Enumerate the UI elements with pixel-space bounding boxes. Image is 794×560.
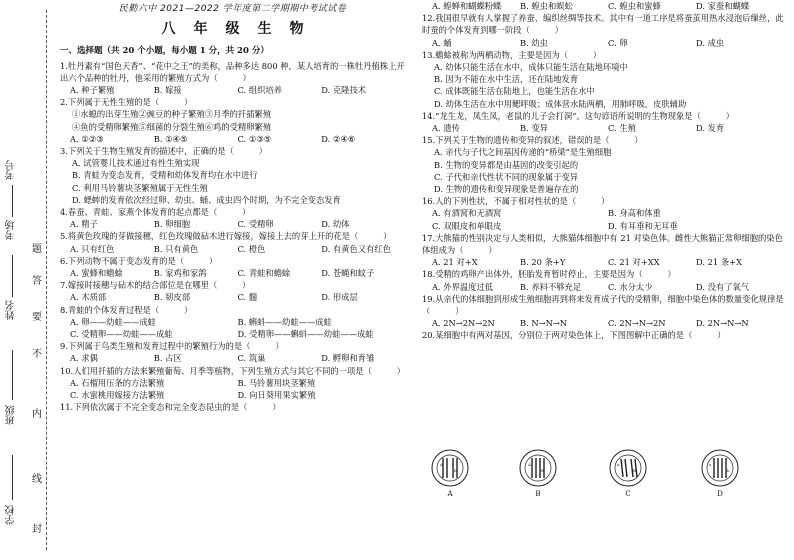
cell-icon bbox=[518, 448, 558, 488]
right-column bbox=[422, 0, 784, 342]
option: D. ②④⑥ bbox=[321, 133, 356, 144]
cell-icon bbox=[430, 448, 470, 488]
question-line: D. 生物的遗传和变异现象是普遍存在的 bbox=[434, 184, 579, 195]
question-item bbox=[60, 365, 405, 402]
cell-diagram-a bbox=[430, 448, 470, 500]
option-row bbox=[60, 133, 405, 145]
option: A. ①②③ bbox=[70, 133, 104, 144]
question-item bbox=[60, 206, 405, 230]
exam-title: 八年级生物 bbox=[161, 21, 322, 38]
option: A. 求偶 bbox=[70, 353, 98, 364]
option: A. 2N→2N→2N bbox=[432, 318, 495, 329]
cell-label: A bbox=[447, 490, 453, 498]
question-line: A. 试管婴儿技术通过有性生殖实现 bbox=[72, 158, 200, 169]
seal-char: 封 bbox=[32, 524, 42, 535]
svg-text:B: B bbox=[633, 468, 636, 473]
question-stem: 7.嫁接时接穗与砧木的结合部位是在哪里（ ） bbox=[60, 280, 251, 291]
class-blank bbox=[12, 350, 13, 400]
option: B. 只有黄色 bbox=[153, 243, 199, 254]
question-line: ④鱼的受精卵繁殖⑤细菌的分裂生殖⑥鸡的受精卵繁殖 bbox=[72, 121, 272, 132]
option-row bbox=[422, 281, 784, 293]
left-column bbox=[60, 0, 405, 414]
option-row bbox=[60, 84, 405, 96]
option: C. 生殖 bbox=[608, 123, 636, 134]
option: C. 水蜜桃用嫁接方法繁殖 bbox=[70, 390, 165, 401]
question-item bbox=[422, 0, 784, 12]
question-stem: 16.人的下列性状，不属于相对性状的是（ ） bbox=[422, 196, 610, 207]
option: D. 向日葵用果实繁殖 bbox=[237, 390, 316, 401]
question-item bbox=[60, 230, 405, 254]
right-question-list bbox=[422, 0, 784, 342]
cell-diagram-b bbox=[518, 448, 558, 500]
option-row bbox=[422, 37, 784, 49]
question-item bbox=[60, 401, 405, 413]
question-stem: 12.我国很早就有人掌握了养蚕、编织丝绸等技术。其中有一道工序是将蚕茧用热水浸泡后缫丝，此时蚕的个体发育到哪一阶段（ ） bbox=[422, 13, 784, 36]
question-item bbox=[60, 279, 405, 303]
question-line: C. 利用马铃薯块茎繁殖属于无性生殖 bbox=[72, 182, 208, 193]
question-line: C. 子代和亲代性状不同的现象属于变异 bbox=[434, 171, 579, 182]
cell-label: C bbox=[625, 490, 631, 498]
question-stem: 6.下列动物不属于变态发育的是（ ） bbox=[60, 255, 218, 266]
svg-text:b: b bbox=[727, 468, 730, 473]
seal-line bbox=[46, 10, 47, 550]
option-row bbox=[60, 352, 405, 364]
question-item bbox=[60, 145, 405, 206]
question-item bbox=[60, 304, 405, 341]
option: A. 蝗蝉和蝴蝶粉蝶 bbox=[432, 1, 502, 11]
seal-char: 答 bbox=[32, 276, 42, 287]
option-row bbox=[422, 220, 784, 232]
option-row bbox=[60, 389, 405, 401]
question-item bbox=[422, 49, 784, 110]
option-row bbox=[422, 122, 784, 134]
option-row bbox=[422, 317, 784, 329]
question-stem: 17.大熊猫的性别决定与人类相似，大熊猫体细胞中有 21 对染色体。雌性大熊猫正常卵细胞的染色体组成为（ ） bbox=[422, 232, 783, 256]
option: B. 马铃薯用块茎繁殖 bbox=[237, 377, 316, 388]
option: D. 成虫 bbox=[696, 37, 725, 48]
option-row bbox=[60, 328, 405, 340]
option: D. 克隆技术 bbox=[321, 85, 367, 96]
option: C. 筑巢 bbox=[237, 353, 266, 364]
question-stem: 3.下列关于生物生殖发育的描述中，正确的是（ ） bbox=[60, 146, 268, 157]
question-line: ①水螅的出芽生殖②豌豆的种子繁殖③月季的扦插繁殖 bbox=[72, 109, 272, 120]
svg-text:B: B bbox=[541, 468, 544, 473]
option: B. 卵细胞 bbox=[153, 219, 191, 230]
class-label: 班级 bbox=[6, 405, 17, 425]
option: A. 精子 bbox=[70, 219, 98, 230]
option: B. 家鸡和家鸽 bbox=[153, 268, 207, 279]
option: B. 占区 bbox=[153, 353, 182, 364]
option: C. 水分太少 bbox=[608, 281, 653, 292]
option-row bbox=[60, 291, 405, 303]
question-line: B. 青蛙为变态发育，受精和幼体发育均在水中进行 bbox=[72, 170, 258, 181]
option: A. 有酒窝和无酒窝 bbox=[432, 208, 502, 219]
binding-margin bbox=[0, 0, 58, 560]
option: C. 蝗虫和蜜蜂 bbox=[608, 1, 661, 11]
option: A. 遗传 bbox=[432, 123, 460, 134]
option: B. 韧皮部 bbox=[153, 292, 191, 303]
question-stem: 13.蟾蜍被称为两栖动物，主要是因为（ ） bbox=[422, 49, 602, 60]
option: B. 身高和体重 bbox=[608, 208, 661, 219]
cell-diagrams bbox=[430, 448, 760, 548]
question-stem: 15.下列关于生物的遗传和变异的叙述，错误的是（ ） bbox=[422, 135, 643, 146]
option-row bbox=[60, 218, 405, 230]
option: B. N→N→N bbox=[520, 318, 568, 329]
option: A. 外界温度过低 bbox=[432, 281, 494, 292]
option: B. 蝌蚪——幼蛙——成蛙 bbox=[237, 316, 332, 327]
option: A. 只有红色 bbox=[70, 243, 115, 254]
option: C. 组织培养 bbox=[237, 85, 283, 96]
option: A. 蛹 bbox=[432, 37, 452, 48]
option: D. 没有了氧气 bbox=[696, 281, 750, 292]
cell-icon bbox=[608, 448, 648, 488]
svg-text:a: a bbox=[617, 462, 620, 467]
option: C. 髓 bbox=[237, 292, 258, 303]
question-stem: 18.受精的鸡卵产出体外，胚胎发育暂时停止，主要是因为（ ） bbox=[422, 269, 676, 280]
option: C. 受精卵 bbox=[237, 219, 274, 230]
option: D. 有耳垂和无耳垂 bbox=[608, 220, 678, 231]
cell-label: D bbox=[717, 490, 723, 498]
cell-icon bbox=[700, 448, 740, 488]
option: C. 橙色 bbox=[237, 243, 266, 254]
name-blank bbox=[12, 255, 13, 297]
seal-char: 要 bbox=[32, 312, 42, 323]
question-line: C. 成体既能生活在陆地上，也能生活在水中 bbox=[434, 86, 595, 97]
question-stem: 19.从亲代的体细胞到形成生殖细胞再到将来发育成子代的受精卵，细胞中染色体的数量变化规律是（ ） bbox=[422, 293, 784, 317]
question-stem: 2.下列属于无性生殖的是（ ） bbox=[60, 97, 193, 108]
cell-label: B bbox=[535, 490, 541, 498]
seal-char: 线 bbox=[32, 474, 42, 485]
question-stem: 20.某细胞中有两对基因，分别位于两对染色体上，下图图解中正确的是（ ） bbox=[422, 330, 726, 341]
question-item bbox=[60, 60, 405, 97]
question-item bbox=[60, 96, 405, 145]
question-stem: 4.春蚕、青蛙、家燕个体发育的起点都是（ ） bbox=[60, 207, 251, 218]
option: C. 21 对+XX bbox=[608, 257, 660, 268]
name-label: 姓名 bbox=[6, 300, 17, 320]
question-item bbox=[422, 268, 784, 292]
option: D. 形成层 bbox=[321, 292, 358, 303]
option: A. 21 对+X bbox=[432, 257, 478, 268]
option: D. 21 条+X bbox=[696, 257, 742, 268]
option: D. 幼体 bbox=[321, 219, 350, 230]
svg-text:A: A bbox=[528, 462, 531, 467]
question-item bbox=[422, 195, 784, 232]
question-stem: 8.青蛙的个体发育过程是（ ） bbox=[60, 304, 193, 315]
left-question-list bbox=[60, 60, 405, 414]
question-line: A. 幼体只能生活在水中，成体只能生活在陆地环境中 bbox=[434, 62, 628, 73]
option: C. 受精卵——幼蛙——成蛙 bbox=[70, 329, 173, 340]
question-stem: 11.下列依次属于不完全变态和完全变态昆虫的是（ ） bbox=[60, 402, 281, 413]
option: A. 木质部 bbox=[70, 292, 107, 303]
option: B. ①④⑤ bbox=[153, 133, 188, 144]
option-row bbox=[60, 316, 405, 328]
option: B. 蝗虫和蜈蚣 bbox=[520, 1, 573, 11]
option-row bbox=[422, 256, 784, 268]
svg-text:b: b bbox=[454, 468, 457, 473]
question-line: D. 蟋蟀的发育依次经过卵、幼虫、蛹、成虫四个时期，为不完全变态发育 bbox=[72, 194, 341, 205]
question-item bbox=[60, 340, 405, 364]
question-line: A. 亲代与子代之间基因传递的“桥梁”是生殖细胞 bbox=[434, 147, 612, 158]
question-item bbox=[422, 12, 784, 49]
option: D. 苍蝇和蚊子 bbox=[321, 268, 375, 279]
question-item bbox=[422, 232, 784, 269]
question-item bbox=[60, 255, 405, 279]
option-row bbox=[60, 243, 405, 255]
exam-number-label: 考号 bbox=[6, 160, 17, 180]
question-line: B. 生物的变异都是由基因的改变引起的 bbox=[434, 159, 579, 170]
option: B. 变异 bbox=[520, 123, 548, 134]
option: C. ①③⑤ bbox=[237, 133, 272, 144]
option: D. 家蚕和蝴蝶 bbox=[696, 1, 750, 11]
seal-char: 不 bbox=[32, 349, 42, 360]
svg-text:A: A bbox=[440, 462, 443, 467]
seal-char: 题 bbox=[32, 244, 42, 255]
question-stem: 14.“龙生龙，凤生凤，老鼠的儿子会打洞”。这句谚语所说明的生物现象是（ ） bbox=[422, 110, 735, 121]
option-row bbox=[60, 377, 405, 389]
question-item bbox=[422, 110, 784, 134]
option-row bbox=[422, 0, 784, 12]
option: D. 发育 bbox=[696, 123, 725, 134]
option: D. 有黄色又有红色 bbox=[321, 243, 391, 254]
question-stem: 1.牡丹素有“国色天香”、“花中之王”的美称，品种多达 800 种，某人培育的一株牡丹植株上开出六个品种的牡丹，他采用的繁殖方式为（ ） bbox=[60, 60, 405, 83]
cell-diagram-c bbox=[608, 448, 648, 500]
question-item bbox=[422, 293, 784, 330]
option: C. 双眼皮和单眼皮 bbox=[432, 220, 502, 231]
option-row bbox=[60, 267, 405, 279]
question-stem: 10.人们用扦插的方法来繁殖葡萄、月季等植物，下列生殖方式与其它不同的一项是（ ） bbox=[60, 365, 406, 376]
seal-char: 内 bbox=[32, 409, 42, 420]
question-stem: 5.将黄色玫瑰的芽做接穗，红色玫瑰做砧木进行嫁接，嫁接上去的芽上开的花是（ ） bbox=[60, 231, 392, 242]
question-item bbox=[422, 134, 784, 195]
option: A. 石榴用压条的方法繁殖 bbox=[70, 377, 165, 388]
option: C. 青蛙和蟾蜍 bbox=[237, 268, 291, 279]
section-heading: 一、选择题（共 20 个小题，每小题 1 分，共 20 分） bbox=[60, 46, 269, 57]
question-stem: 9.下列属于鸟类生殖和发育过程中的繁殖行为的是（ ） bbox=[60, 341, 284, 352]
question-item bbox=[422, 329, 784, 341]
option: B. 养料不够充足 bbox=[520, 281, 582, 292]
option: D. 受精卵——蝌蚪——幼蛙——成蛙 bbox=[237, 329, 374, 340]
exam-header: 民勤六中 2021—2022 学年度第二学期期中考试试卷 bbox=[118, 4, 347, 14]
svg-text:a: a bbox=[709, 462, 712, 467]
cell-diagram-d bbox=[700, 448, 740, 500]
option: A. 卵——幼蛙——成蛙 bbox=[70, 316, 156, 327]
option: D. 2N→N→N bbox=[696, 318, 749, 329]
option: A. 种子繁殖 bbox=[70, 85, 115, 96]
room-label: 考场 bbox=[6, 220, 17, 240]
option: C. 卵 bbox=[608, 37, 628, 48]
option: B. 嫁接 bbox=[153, 85, 182, 96]
option: A. 蜜蜂和蟾蜍 bbox=[70, 268, 123, 279]
option: B. 幼虫 bbox=[520, 37, 548, 48]
option: B. 20 条+Y bbox=[520, 257, 566, 268]
school-label: 学校 bbox=[6, 505, 17, 525]
question-line: D. 幼体生活在水中用鳃呼吸；成体营水陆两栖，用肺呼吸，皮肤辅助 bbox=[434, 98, 687, 109]
option: C. 2N→N→2N bbox=[608, 318, 666, 329]
question-line: B. 因为不能在水中生活，还在陆地发育 bbox=[434, 74, 579, 85]
option: D. 孵卵和育雏 bbox=[321, 353, 375, 364]
room-blank bbox=[12, 185, 13, 217]
school-blank bbox=[12, 455, 13, 500]
option-row bbox=[422, 207, 784, 219]
